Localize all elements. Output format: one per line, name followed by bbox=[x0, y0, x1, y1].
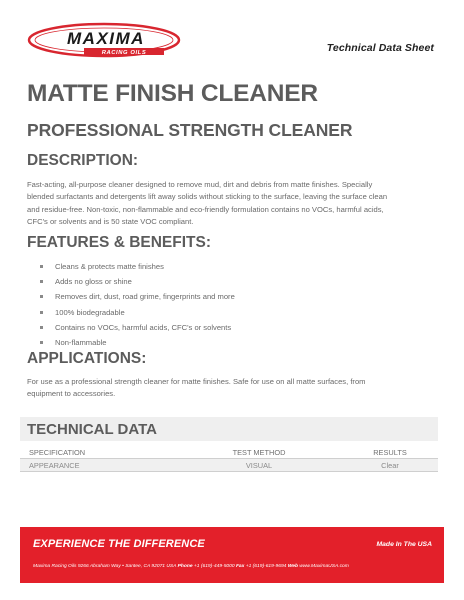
description-line: blended surfactants and detergents lift away solids without sticking to the surface, leaving the surface clean bbox=[27, 192, 388, 202]
list-item bbox=[40, 320, 235, 335]
column-header-specification: SPECIFICATION bbox=[29, 447, 86, 457]
description-text bbox=[27, 179, 441, 229]
maxima-logo bbox=[26, 20, 182, 60]
applications-text bbox=[27, 376, 441, 401]
cell-result: Clear bbox=[381, 460, 399, 470]
technical-data-heading: TECHNICAL DATA bbox=[27, 421, 157, 438]
cell-specification: APPEARANCE bbox=[29, 460, 80, 470]
feature-text: 100% biodegradable bbox=[55, 307, 125, 317]
column-header-test-method: TEST METHOD bbox=[232, 447, 286, 457]
list-item bbox=[40, 305, 235, 320]
bullet-icon bbox=[40, 295, 43, 298]
web-label: Web bbox=[287, 564, 298, 569]
feature-text: Cleans & protects matte finishes bbox=[55, 262, 164, 271]
description-line: CFC's or solvents and is 50 state VOC compliant. bbox=[27, 217, 194, 227]
bullet-icon bbox=[40, 326, 43, 329]
list-item bbox=[40, 289, 235, 304]
logo-wordmark: MAXIMA bbox=[67, 29, 145, 48]
table-header bbox=[20, 445, 438, 459]
footer-address: Maxima Racing Oils 9266 Abraham Way • Santee, CA 92071 USA bbox=[33, 564, 177, 569]
table-divider bbox=[20, 471, 438, 472]
feature-text: Removes dirt, dust, road grime, fingerprints and more bbox=[55, 292, 235, 302]
bullet-icon bbox=[40, 311, 43, 314]
applications-line: For use as a professional strength cleaner for matte finishes. Safe for use on all matte surfaces, from bbox=[27, 377, 366, 386]
feature-text: Non-flammable bbox=[55, 337, 107, 347]
features-list bbox=[40, 259, 235, 350]
maxima-logo-graphic bbox=[26, 20, 182, 60]
feature-text: Adds no gloss or shine bbox=[55, 277, 132, 287]
footer-banner bbox=[20, 527, 444, 583]
list-item bbox=[40, 274, 235, 289]
phone-label: Phone bbox=[177, 564, 193, 569]
made-in-usa: Made In The USA bbox=[376, 541, 432, 548]
phone-number: +1 (619)-449-5000 bbox=[193, 564, 235, 569]
fax-number: +1 (619)-619-9694 bbox=[245, 564, 287, 569]
cell-test-method: VISUAL bbox=[245, 460, 273, 470]
description-line: and residue-free. Non-toxic, non-flammable and eco-friendly formulation contains no VOCs, harmful acids, bbox=[27, 204, 384, 214]
table-row bbox=[20, 459, 438, 471]
document-type: Technical Data Sheet bbox=[326, 42, 434, 54]
column-header-results: RESULTS bbox=[373, 447, 407, 457]
logo-subtitle: RACING OILS bbox=[101, 49, 147, 56]
footer-slogan: EXPERIENCE THE DIFFERENCE bbox=[33, 538, 205, 550]
feature-text: Contains no VOCs, harmful acids, CFC's or solvents bbox=[55, 322, 232, 332]
description-line: Fast-acting, all-purpose cleaner designed to remove mud, dirt and debris from matte finishes. Specially bbox=[27, 180, 373, 189]
features-heading: FEATURES & BENEFITS: bbox=[27, 234, 211, 251]
bullet-icon bbox=[40, 265, 43, 268]
list-item bbox=[40, 259, 235, 274]
product-subtitle: PROFESSIONAL STRENGTH CLEANER bbox=[27, 120, 353, 140]
fax-label: Fax bbox=[235, 564, 245, 569]
footer-contact bbox=[33, 564, 349, 569]
product-title: MATTE FINISH CLEANER bbox=[27, 80, 318, 107]
bullet-icon bbox=[40, 341, 43, 344]
description-heading: DESCRIPTION: bbox=[27, 152, 139, 169]
website-link[interactable]: www.MaximaUSA.com bbox=[299, 564, 349, 569]
applications-line: equipment to accessories. bbox=[27, 389, 116, 399]
bullet-icon bbox=[40, 280, 43, 283]
applications-heading: APPLICATIONS: bbox=[27, 350, 147, 367]
list-item bbox=[40, 335, 235, 350]
